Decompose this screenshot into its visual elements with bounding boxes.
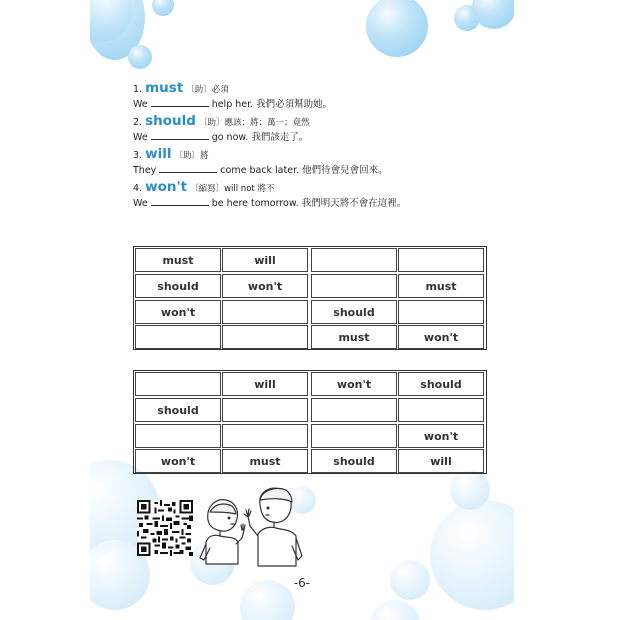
bubble-decoration [370, 600, 420, 620]
grid-cell[interactable]: should [398, 372, 484, 396]
page-number: -6- [293, 576, 311, 590]
vocab-part-of-speech: 〔縮寫〕will not 將不 [190, 184, 275, 194]
grid-cell[interactable]: will [222, 372, 308, 396]
grid-cell[interactable]: must [222, 449, 308, 473]
grid-cell[interactable] [222, 424, 308, 448]
grid-cell[interactable]: must [398, 274, 484, 298]
example-end: be here tomorrow. 我們明天將不會在這裡。 [211, 197, 407, 209]
word-grid-1 [133, 246, 487, 350]
bubble-decoration [366, 0, 428, 57]
grid-cell[interactable] [398, 300, 484, 324]
grid-cell[interactable] [135, 372, 221, 396]
example-start: They [133, 164, 157, 176]
grid-cell[interactable]: will [398, 449, 484, 473]
fill-in-blank[interactable] [151, 130, 209, 140]
bubble-decoration [430, 500, 514, 610]
grid-cell[interactable]: won't [135, 300, 221, 324]
grid-cell[interactable] [222, 300, 308, 324]
example-start: We [133, 98, 148, 110]
example-start: We [133, 197, 148, 209]
grid-cell[interactable]: won't [398, 424, 484, 448]
grid-cell[interactable]: must [135, 248, 221, 272]
grid-cell[interactable] [222, 325, 308, 349]
grid-cell[interactable]: should [135, 398, 221, 422]
vocab-heading [133, 80, 493, 97]
grid-cell[interactable] [311, 398, 397, 422]
two-kids-illustration [198, 486, 308, 576]
bubble-decoration [128, 45, 152, 69]
qr-code-icon[interactable] [137, 500, 193, 556]
word-grid-2 [133, 370, 487, 474]
vocab-word: will [145, 146, 172, 162]
vocab-word: should [145, 113, 196, 129]
worksheet-page [90, 0, 514, 620]
grid-cell[interactable]: won't [311, 372, 397, 396]
grid-cell[interactable] [222, 398, 308, 422]
vocabulary-list [133, 80, 493, 212]
grid-cell[interactable]: won't [222, 274, 308, 298]
vocab-number: 2. [133, 117, 143, 128]
vocab-heading [133, 146, 493, 163]
vocab-word: must [145, 80, 184, 96]
bubble-decoration [472, 0, 514, 29]
example-start: We [133, 131, 148, 143]
vocab-heading [133, 179, 493, 196]
vocab-number: 4. [133, 183, 143, 194]
grid-cell[interactable]: should [311, 300, 397, 324]
vocab-part-of-speech: 〔助〕應該；將；萬一；竟然 [198, 118, 310, 128]
bubble-decoration [152, 0, 174, 16]
grid-cell[interactable]: should [135, 274, 221, 298]
vocab-example [133, 163, 493, 180]
grid-cell[interactable] [311, 248, 397, 272]
vocab-number: 1. [133, 84, 143, 95]
vocab-example [133, 97, 493, 114]
example-end: come back later. 他們待會兒會回來。 [220, 164, 388, 176]
bubble-decoration [450, 470, 490, 510]
example-end: help her. 我們必須幫助她。 [211, 98, 333, 110]
grid-cell[interactable] [311, 424, 397, 448]
example-end: go now. 我們該走了。 [211, 131, 309, 143]
grid-cell[interactable] [398, 398, 484, 422]
vocab-part-of-speech: 〔助〕必須 [186, 85, 229, 95]
grid-cell[interactable]: should [311, 449, 397, 473]
vocab-number: 3. [133, 150, 143, 161]
grid-cell[interactable]: won't [398, 325, 484, 349]
vocab-part-of-speech: 〔助〕將 [174, 151, 209, 161]
grid-cell[interactable]: won't [135, 449, 221, 473]
grid-cell[interactable]: must [311, 325, 397, 349]
grid-cell[interactable] [311, 274, 397, 298]
fill-in-blank[interactable] [151, 97, 209, 107]
grid-cell[interactable] [135, 325, 221, 349]
vocab-example [133, 130, 493, 147]
grid-cell[interactable] [135, 424, 221, 448]
vocab-example [133, 196, 493, 213]
grid-cell[interactable]: will [222, 248, 308, 272]
vocab-word: won't [145, 179, 188, 195]
fill-in-blank[interactable] [159, 163, 217, 173]
vocab-heading [133, 113, 493, 130]
fill-in-blank[interactable] [151, 196, 209, 206]
grid-cell[interactable] [398, 248, 484, 272]
